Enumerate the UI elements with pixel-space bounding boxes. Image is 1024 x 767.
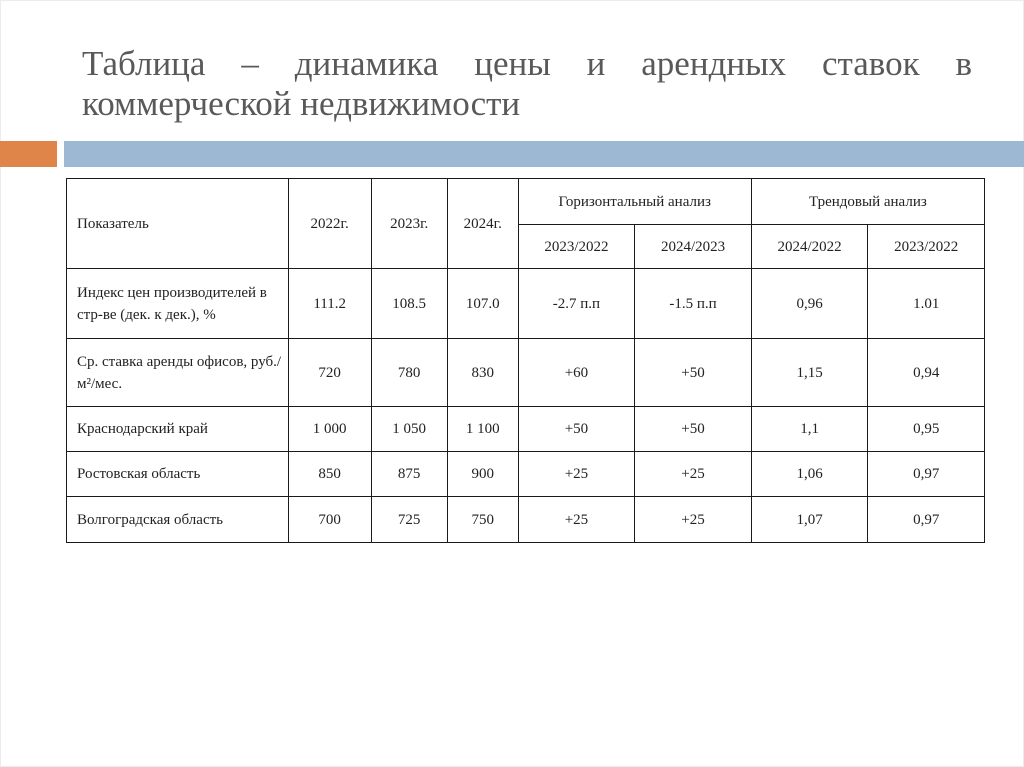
cell-h-2024-2023: +50 bbox=[635, 339, 752, 407]
cell-2024: 830 bbox=[447, 339, 518, 407]
cell-indicator: Волгоградская область bbox=[67, 497, 289, 543]
header-indicator: Показатель bbox=[67, 179, 289, 269]
cell-indicator: Ростовская область bbox=[67, 452, 289, 497]
cell-2023: 725 bbox=[371, 497, 447, 543]
data-table bbox=[66, 178, 985, 543]
cell-2023: 780 bbox=[371, 339, 447, 407]
cell-t-2023-2022: 0,97 bbox=[868, 452, 985, 497]
cell-t-2024-2022: 1,1 bbox=[751, 407, 868, 452]
cell-indicator: Краснодарский край bbox=[67, 407, 289, 452]
cell-2022: 850 bbox=[288, 452, 371, 497]
cell-h-2024-2023: +25 bbox=[635, 497, 752, 543]
cell-2024: 107.0 bbox=[447, 269, 518, 339]
subheader-h-2023-2022: 2023/2022 bbox=[518, 225, 635, 269]
cell-h-2023-2022: -2.7 п.п bbox=[518, 269, 635, 339]
cell-t-2023-2022: 0,95 bbox=[868, 407, 985, 452]
cell-indicator: Индекс цен производителей в стр-ве (дек. к дек.), % bbox=[67, 269, 289, 339]
cell-t-2023-2022: 1.01 bbox=[868, 269, 985, 339]
table-row bbox=[67, 269, 985, 339]
header-horizontal-analysis: Горизонтальный анализ bbox=[518, 179, 751, 225]
header-2022: 2022г. bbox=[288, 179, 371, 269]
cell-h-2023-2022: +25 bbox=[518, 452, 635, 497]
header-trend-analysis: Трендовый анализ bbox=[751, 179, 984, 225]
cell-h-2023-2022: +50 bbox=[518, 407, 635, 452]
cell-t-2024-2022: 1,07 bbox=[751, 497, 868, 543]
cell-h-2023-2022: +25 bbox=[518, 497, 635, 543]
cell-2022: 720 bbox=[288, 339, 371, 407]
subheader-h-2024-2023: 2024/2023 bbox=[635, 225, 752, 269]
table-header-row bbox=[67, 179, 985, 225]
header-2024: 2024г. bbox=[447, 179, 518, 269]
table-row bbox=[67, 407, 985, 452]
slide-title: Таблица – динамика цены и арендных ставок в коммерческой недвижимости bbox=[82, 44, 972, 123]
cell-indicator: Ср. ставка аренды офисов, руб./м²/мес. bbox=[67, 339, 289, 407]
header-2023: 2023г. bbox=[371, 179, 447, 269]
accent-bar-blue bbox=[64, 141, 1024, 167]
cell-2023: 108.5 bbox=[371, 269, 447, 339]
cell-h-2023-2022: +60 bbox=[518, 339, 635, 407]
cell-2022: 700 bbox=[288, 497, 371, 543]
cell-2024: 1 100 bbox=[447, 407, 518, 452]
accent-bar-orange bbox=[0, 141, 57, 167]
cell-2022: 111.2 bbox=[288, 269, 371, 339]
subheader-t-2024-2022: 2024/2022 bbox=[751, 225, 868, 269]
cell-2024: 900 bbox=[447, 452, 518, 497]
cell-h-2024-2023: -1.5 п.п bbox=[635, 269, 752, 339]
cell-2023: 1 050 bbox=[371, 407, 447, 452]
table-row bbox=[67, 339, 985, 407]
table-row bbox=[67, 497, 985, 543]
cell-h-2024-2023: +50 bbox=[635, 407, 752, 452]
cell-t-2024-2022: 0,96 bbox=[751, 269, 868, 339]
cell-h-2024-2023: +25 bbox=[635, 452, 752, 497]
subheader-t-2023-2022: 2023/2022 bbox=[868, 225, 985, 269]
cell-2024: 750 bbox=[447, 497, 518, 543]
cell-t-2024-2022: 1,06 bbox=[751, 452, 868, 497]
cell-2023: 875 bbox=[371, 452, 447, 497]
cell-2022: 1 000 bbox=[288, 407, 371, 452]
cell-t-2024-2022: 1,15 bbox=[751, 339, 868, 407]
cell-t-2023-2022: 0,94 bbox=[868, 339, 985, 407]
cell-t-2023-2022: 0,97 bbox=[868, 497, 985, 543]
table-row bbox=[67, 452, 985, 497]
